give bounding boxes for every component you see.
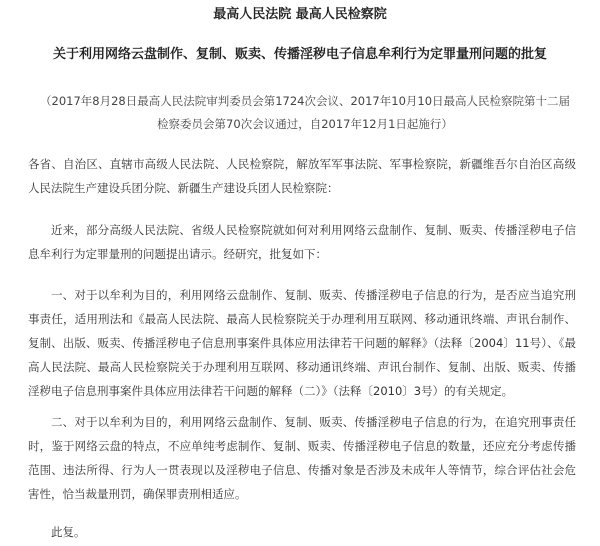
document-title: 关于利用网络云盘制作、复制、贩卖、传播淫秽电子信息牟利行为定罪量刑问题的批复 [52, 47, 547, 62]
point-two-paragraph: 二、对于以牟利为目的，利用网络云盘制作、复制、贩卖、传播淫秽电子信息的行为，在追究刑事责任时，鉴于网络云盘的特点，不应单纯考虑制作、复制、贩卖、传播淫秽电子信息的数量，还应充分考虑传播范围、违法所得、行为人一贯表现以及淫秽电子信息、传播对象是否涉及未成年人等情节，综合评估社会危害性，恰当裁量刑罚，确保罪责刑相适应。 [28, 415, 576, 501]
point-one-paragraph: 一、对于以牟利为目的，利用网络云盘制作、复制、贩卖、传播淫秽电子信息的行为，是否应当追究刑事责任，适用刑法和《最高人民法院、最高人民检察院关于办理利用互联网、移动通讯终端、声讯台制作、复制、出版、贩卖、传播淫秽电子信息刑事案件具体应用法律若干问题的解释》（法释〔2004〕11号）、《最高人民法院、最高人民检察院关于办理利用互联网、移动通讯终端、声讯台制作、复制、出版、贩卖、传播淫秽电子信息刑事案件具体应用法律若干问题的解释（二）》（法释〔2010〕3号）的有关规定。 [28, 288, 576, 398]
intro-paragraph: 近来，部分高级人民法院、省级人民检察院就如何对利用网络云盘制作、复制、贩卖、传播淫秽电子信息牟利行为定罪量刑的问题提出请示。经研究，批复如下： [28, 223, 576, 261]
adoption-note: （2017年8月28日最高人民法院审判委员会第1724次会议、2017年10月10日最高人民检察院第十二届检察委员会第70次会议通过，自2017年12月1日起施行） [40, 94, 571, 131]
addressee-paragraph: 各省、自治区、直辖市高级人民法院、人民检察院，解放军军事法院、军事检察院，新疆维吾尔自治区高级人民法院生产建设兵团分院、新疆生产建设兵团人民检察院： [28, 157, 576, 195]
issuer-heading: 最高人民法院 最高人民检察院 [213, 7, 387, 22]
closing-paragraph: 此复。 [51, 525, 86, 539]
